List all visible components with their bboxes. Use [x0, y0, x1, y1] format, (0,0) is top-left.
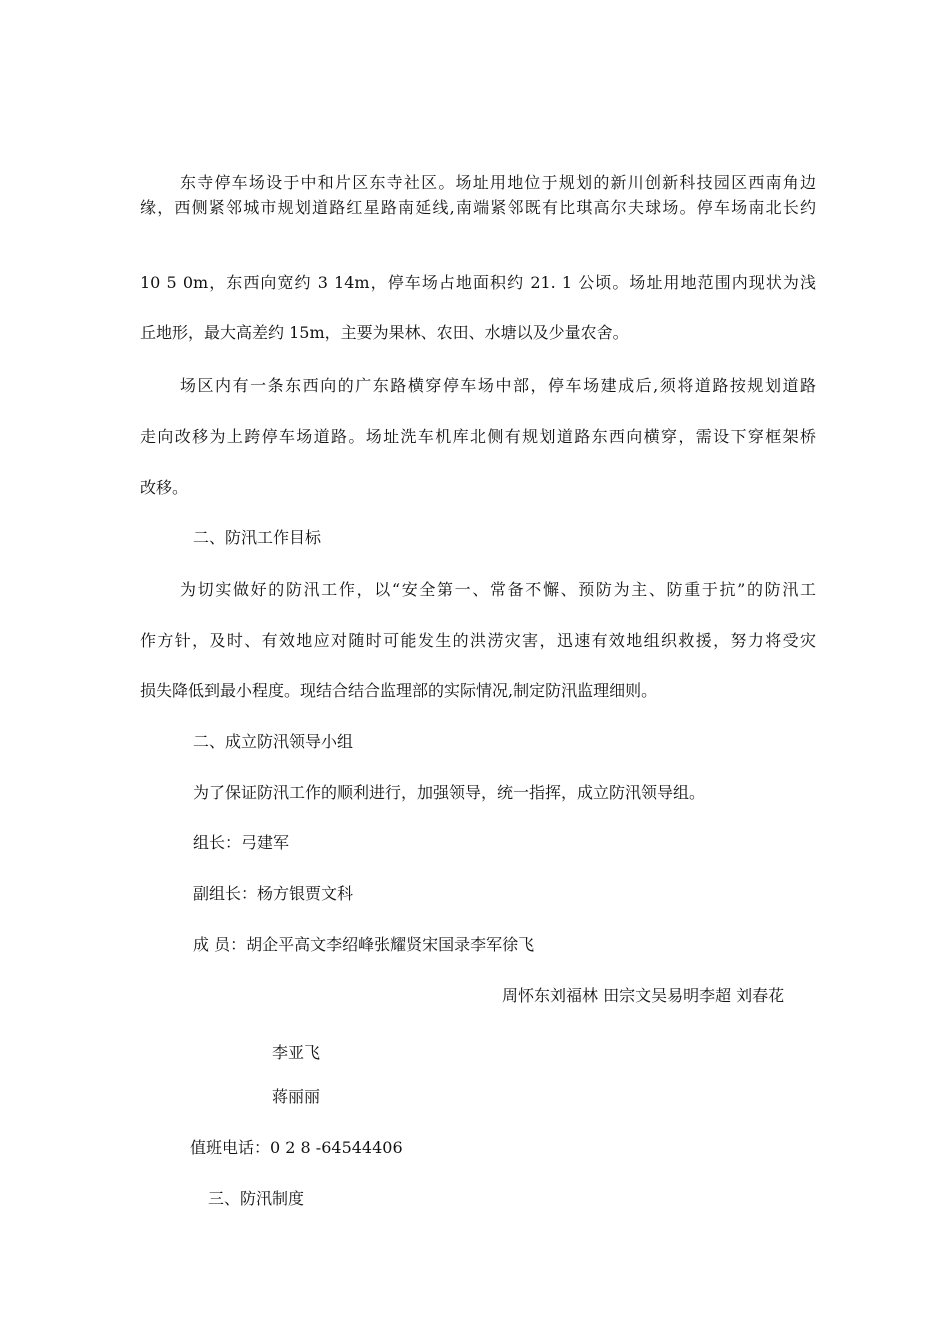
members-line3: 李亚飞 — [272, 1043, 321, 1062]
para3-line1: 为切实做好的防汛工作，以“安全第一、常备不懈、预防为主、防重于抗”的防汛工 — [180, 580, 816, 599]
members-line4: 蒋丽丽 — [272, 1087, 321, 1106]
para2-line3: 改移。 — [140, 478, 189, 497]
para1-line3: 10 5 0m，东西向宽约 3 14m，停车场占地面积约 21. 1 公顷。场址用地范围内现状为浅 — [140, 273, 816, 292]
deputy-leader: 副组长：杨方银贾文科 — [193, 884, 354, 903]
para2-line1: 场区内有一条东西向的广东路横穿停车场中部，停车场建成后,须将道路按规划道路 — [180, 376, 816, 395]
para3-line2: 作方针，及时、有效地应对随时可能发生的洪涝灾害，迅速有效地组织救援，努力将受灾 — [140, 631, 816, 650]
para1-line4: 丘地形，最大高差约 15m，主要为果林、农田、水塘以及少量农舍。 — [140, 323, 629, 342]
heading-flood-goal: 二、防汛工作目标 — [193, 528, 322, 547]
duty-phone: 值班电话：0 2 8 -64544406 — [190, 1138, 403, 1157]
para1-line1: 东寺停车场设于中和片区东寺社区。场址用地位于规划的新川创新科技园区西南角边 — [180, 173, 816, 192]
members-line1: 成 员：胡企平高文李绍峰张耀贤宋国录李军徐飞 — [193, 935, 535, 954]
para3-line3: 损失降低到最小程度。现结合结合监理部的实际情况,制定防汛监理细则。 — [140, 681, 658, 700]
para2-line2: 走向改移为上跨停车场道路。场址洗车机库北侧有规划道路东西向横穿，需设下穿框架桥 — [140, 427, 816, 446]
members-line2: 周怀东刘福林 田宗文吴易明李超 刘春花 — [502, 986, 785, 1005]
para4: 为了保证防汛工作的顺利进行，加强领导，统一指挥，成立防汛领导组。 — [193, 783, 706, 802]
para1-line2: 缘，西侧紧邻城市规划道路红星路南延线,南端紧邻既有比琪高尔夫球场。停车场南北长约 — [140, 198, 816, 217]
heading-flood-system: 三、防汛制度 — [208, 1189, 305, 1208]
heading-leadership-group: 二、成立防汛领导小组 — [193, 732, 354, 751]
group-leader: 组长：弓建军 — [193, 833, 290, 852]
